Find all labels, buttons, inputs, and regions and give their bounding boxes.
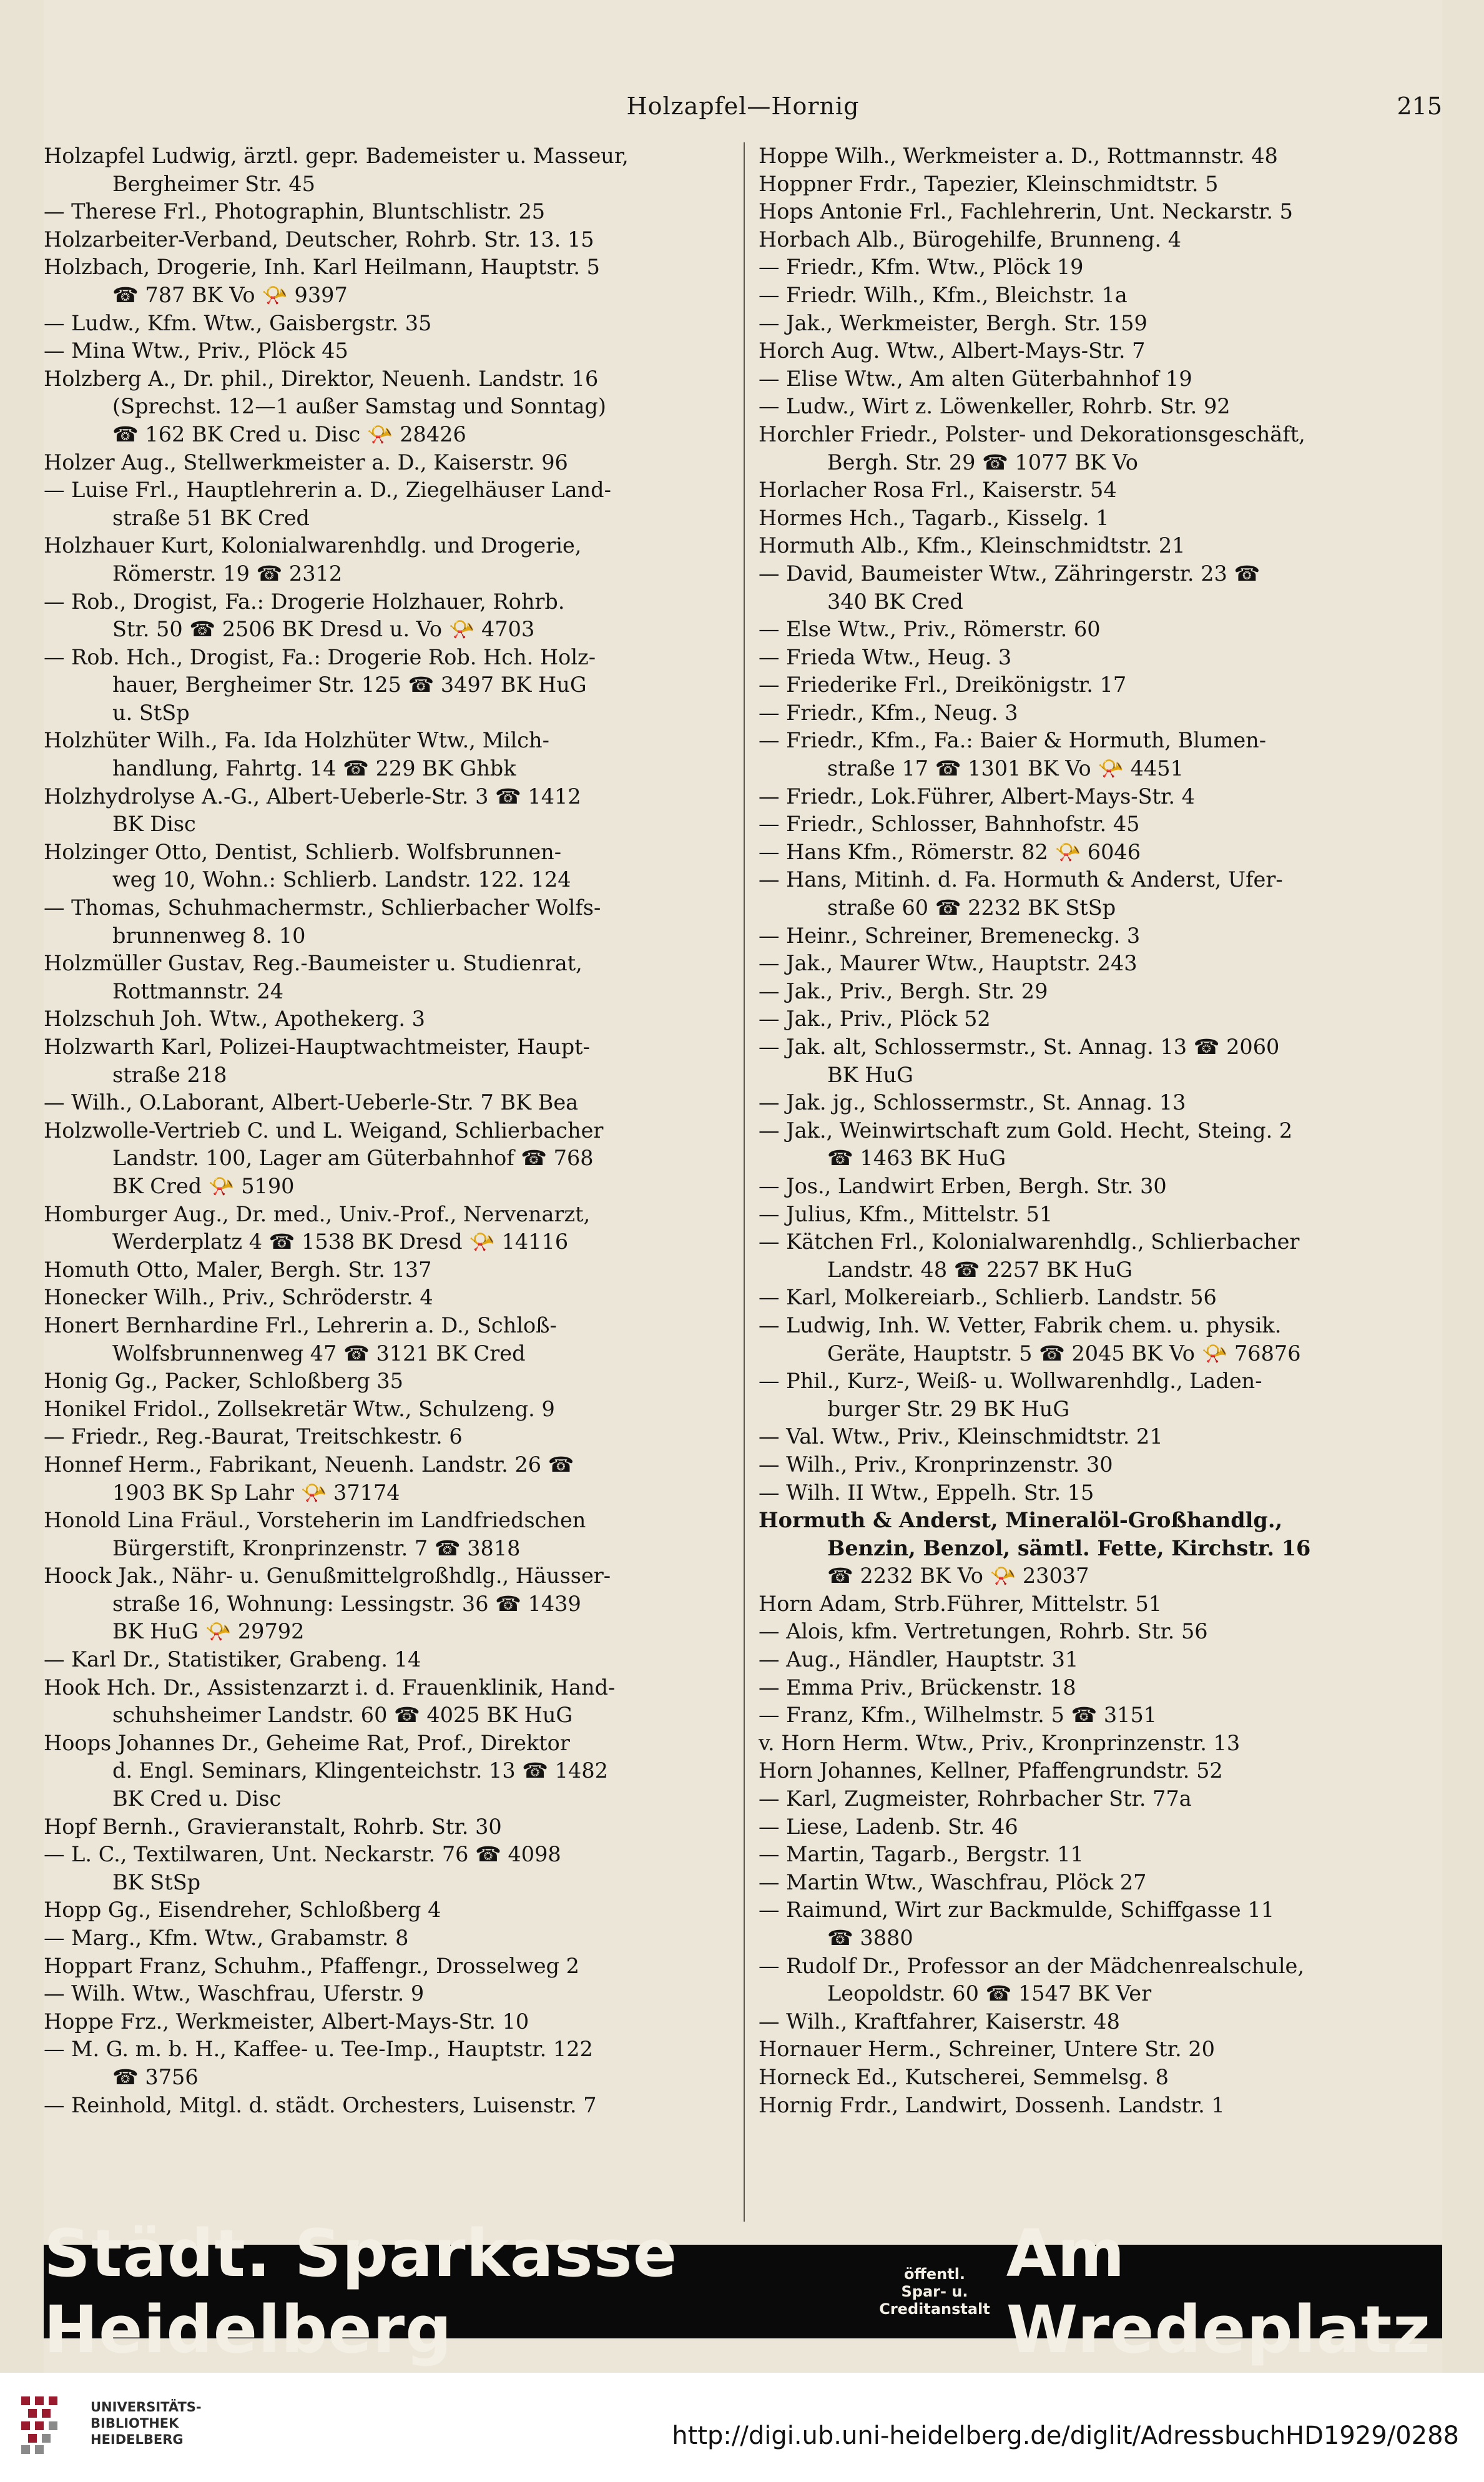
directory-entry-line: 1903 BK Sp Lahr 📯 37174 <box>112 1480 400 1505</box>
directory-entry-line: BK Cred 📯 5190 <box>112 1173 295 1198</box>
directory-entry-line: Honert Bernhardine Frl., Lehrerin a. D., Schloß- <box>44 1312 557 1337</box>
library-name-line-1: UNIVERSITÄTS- <box>91 2400 202 2415</box>
right-column <box>759 142 1442 2119</box>
directory-entry-line: — Jak., Priv., Bergh. Str. 29 <box>759 978 1048 1003</box>
directory-entry-line: Hoppe Frz., Werkmeister, Albert-Mays-Str. 10 <box>44 2009 529 2034</box>
directory-entry-line: — Rudolf Dr., Professor an der Mädchenrealschule, <box>759 1953 1305 1978</box>
directory-entry-line: — Friedr., Kfm., Neug. 3 <box>759 700 1018 725</box>
directory-entry-line: — Wilh., Kraftfahrer, Kaiserstr. 48 <box>759 2009 1120 2034</box>
directory-entry-line: Landstr. 100, Lager am Güterbahnhof ☎ 768 <box>112 1146 594 1171</box>
directory-entry-line: straße 60 ☎ 2232 BK StSp <box>827 895 1116 920</box>
directory-entry-line: Holzarbeiter-Verband, Deutscher, Rohrb. Str. 13. 15 <box>44 227 594 252</box>
directory-entry-line: Str. 50 ☎ 2506 BK Dresd u. Vo 📯 4703 <box>112 617 535 642</box>
directory-entry-line: Römerstr. 19 ☎ 2312 <box>112 561 343 586</box>
library-name-line-2: BIBLIOTHEK <box>91 2416 179 2431</box>
page-number: 215 <box>1397 92 1442 120</box>
directory-entry-line: BK HuG 📯 29792 <box>112 1619 305 1644</box>
directory-entry-line: — Martin, Tagarb., Bergstr. 11 <box>759 1842 1084 1867</box>
directory-entry-line: — Thomas, Schuhmachermstr., Schlierbacher Wolfs- <box>44 895 601 920</box>
directory-entry-line: ☎ 787 BK Vo 📯 9397 <box>112 282 348 307</box>
directory-entry-line: Rottmannstr. 24 <box>112 978 284 1003</box>
directory-entry-line: BK Disc <box>112 812 196 837</box>
directory-entry-line: Honig Gg., Packer, Schloßberg 35 <box>44 1369 403 1394</box>
university-library-logo-icon <box>16 2390 85 2459</box>
directory-entry-line: d. Engl. Seminars, Klingenteichstr. 13 ☎ 1482 <box>112 1758 608 1783</box>
directory-entry-line: — Ludwig, Inh. W. Vetter, Fabrik chem. u. physik. <box>759 1312 1282 1337</box>
running-title: Holzapfel—Hornig <box>626 92 860 120</box>
directory-entry-line: Holzhauer Kurt, Kolonialwarenhdlg. und Drogerie, <box>44 533 582 558</box>
directory-entry-line: — Karl, Zugmeister, Rohrbacher Str. 77a <box>759 1786 1192 1811</box>
directory-entry-line: schuhsheimer Landstr. 60 ☎ 4025 BK HuG <box>112 1703 573 1728</box>
directory-entry-line: — Friederike Frl., Dreikönigstr. 17 <box>759 672 1127 697</box>
directory-entry-line: Honold Lina Fräul., Vorsteherin im Landfriedschen <box>44 1508 586 1533</box>
digitization-footer <box>0 2373 1484 2482</box>
directory-entry-line: Hops Antonie Frl., Fachlehrerin, Unt. Neckarstr. 5 <box>759 199 1293 224</box>
directory-entry-line: Hornauer Herm., Schreiner, Untere Str. 20 <box>759 2037 1215 2062</box>
directory-entry-line: — Liese, Ladenb. Str. 46 <box>759 1814 1018 1839</box>
library-name <box>91 2399 202 2448</box>
directory-entry-line: BK Cred u. Disc <box>112 1786 282 1811</box>
directory-entry-line: — Rob., Drogist, Fa.: Drogerie Holzhauer, Rohrb. <box>44 589 565 614</box>
directory-entry-line: Landstr. 48 ☎ 2257 BK HuG <box>827 1257 1133 1282</box>
directory-entry-line: — Kätchen Frl., Kolonialwarenhdlg., Schlierbacher <box>759 1229 1300 1254</box>
directory-entry-line: hauer, Bergheimer Str. 125 ☎ 3497 BK HuG <box>112 672 587 697</box>
directory-entry-line: Horchler Friedr., Polster- und Dekorationsgeschäft, <box>759 421 1305 446</box>
scanned-page <box>44 0 1442 2482</box>
directory-entry-line: — Wilh., Priv., Kronprinzenstr. 30 <box>759 1452 1113 1477</box>
directory-entry-line: Hornig Frdr., Landwirt, Dossenh. Landstr. 1 <box>759 2092 1225 2117</box>
directory-entry-line: — Jak. alt, Schlossermstr., St. Annag. 13 ☎ 2060 <box>759 1035 1280 1059</box>
directory-entry-line: — Friedr., Kfm., Fa.: Baier & Hormuth, Blumen- <box>759 728 1267 753</box>
directory-entry-line: v. Horn Herm. Wtw., Priv., Kronprinzenstr. 13 <box>759 1730 1241 1755</box>
directory-entry-line: Bergh. Str. 29 ☎ 1077 BK Vo <box>827 450 1138 475</box>
directory-entry-line: — Jak., Werkmeister, Bergh. Str. 159 <box>759 310 1147 335</box>
directory-entry-line: — Aug., Händler, Hauptstr. 31 <box>759 1647 1079 1672</box>
directory-entry-line: — M. G. m. b. H., Kaffee- u. Tee-Imp., Hauptstr. 122 <box>44 2037 593 2062</box>
directory-entry-line: — Karl Dr., Statistiker, Grabeng. 14 <box>44 1647 421 1672</box>
directory-entry-line: — Else Wtw., Priv., Römerstr. 60 <box>759 617 1101 642</box>
directory-entry-line: — Reinhold, Mitgl. d. städt. Orchesters, Luisenstr. 7 <box>44 2092 597 2117</box>
directory-entry-line: Holzwolle-Vertrieb C. und L. Weigand, Schlierbacher <box>44 1118 604 1143</box>
directory-entry-line: Wolfsbrunnenweg 47 ☎ 3121 BK Cred <box>112 1341 526 1366</box>
directory-entry-line: Holzmüller Gustav, Reg.-Baumeister u. Studienrat, <box>44 951 582 976</box>
directory-entry-line: — Jak., Maurer Wtw., Hauptstr. 243 <box>759 951 1138 976</box>
directory-entry-line: Hoppner Frdr., Tapezier, Kleinschmidtstr. 5 <box>759 171 1219 196</box>
directory-entry-line: BK StSp <box>112 1869 201 1894</box>
directory-entry-line: straße 51 BK Cred <box>112 505 310 530</box>
directory-entry-line: — Wilh. II Wtw., Eppelh. Str. 15 <box>759 1480 1094 1505</box>
directory-entry-line: Benzin, Benzol, sämtl. Fette, Kirchstr. 16 <box>827 1535 1311 1560</box>
directory-entry-line: — Jak., Weinwirtschaft zum Gold. Hecht, Steing. 2 <box>759 1118 1293 1143</box>
directory-entry-line: — Luise Frl., Hauptlehrerin a. D., Ziegelhäuser Land- <box>44 478 611 503</box>
directory-entry-line: handlung, Fahrtg. 14 ☎ 229 BK Ghbk <box>112 756 516 781</box>
directory-entry-line: Holzberg A., Dr. phil., Direktor, Neuenh. Landstr. 16 <box>44 366 599 391</box>
directory-entry-line: straße 17 ☎ 1301 BK Vo 📯 4451 <box>827 756 1184 781</box>
directory-entry-line: Bergheimer Str. 45 <box>112 171 315 196</box>
directory-entry-line: Holzapfel Ludwig, ärztl. gepr. Bademeister u. Masseur, <box>44 144 629 168</box>
directory-entry-line: — L. C., Textilwaren, Unt. Neckarstr. 76 ☎ 4098 <box>44 1842 561 1867</box>
directory-entry-line: — Karl, Molkereiarb., Schlierb. Landstr. 56 <box>759 1285 1217 1310</box>
directory-entry-line: — Heinr., Schreiner, Bremeneckg. 3 <box>759 923 1141 948</box>
directory-entry-line: — David, Baumeister Wtw., Zähringerstr. 23 ☎ <box>759 561 1260 586</box>
directory-entry-line: Horn Adam, Strb.Führer, Mittelstr. 51 <box>759 1591 1162 1616</box>
directory-entry-line: Homuth Otto, Maler, Bergh. Str. 137 <box>44 1257 432 1282</box>
directory-entry-line: Homburger Aug., Dr. med., Univ.-Prof., Nervenarzt, <box>44 1201 591 1226</box>
library-name-line-3: HEIDELBERG <box>91 2432 184 2447</box>
directory-entry-line: Horbach Alb., Bürogehilfe, Brunneng. 4 <box>759 227 1182 252</box>
directory-entry-line: — Mina Wtw., Priv., Plöck 45 <box>44 338 348 363</box>
directory-entry-line: Holzwarth Karl, Polizei-Hauptwachtmeister, Haupt- <box>44 1035 590 1059</box>
banner-middle-line-1: öffentl. Spar- u. <box>901 2265 968 2300</box>
directory-entry-line: Hoppe Wilh., Werkmeister a. D., Rottmannstr. 48 <box>759 144 1278 168</box>
directory-entry-line: — Therese Frl., Photographin, Bluntschlistr. 25 <box>44 199 546 224</box>
directory-entry-line: — Hans, Mitinh. d. Fa. Hormuth & Anderst, Ufer- <box>759 867 1283 892</box>
directory-entry-line: Hoppart Franz, Schuhm., Pfaffengr., Drosselweg 2 <box>44 1953 579 1978</box>
directory-entry-line: ☎ 1463 BK HuG <box>827 1146 1006 1171</box>
directory-entry-line: ☎ 2232 BK Vo 📯 23037 <box>827 1564 1089 1588</box>
directory-entry-line: Hopp Gg., Eisendreher, Schloßberg 4 <box>44 1898 441 1923</box>
directory-entry-line: burger Str. 29 BK HuG <box>827 1396 1070 1421</box>
directory-entry-line: — Wilh. Wtw., Waschfrau, Uferstr. 9 <box>44 1981 425 2006</box>
directory-entry-line: Honnef Herm., Fabrikant, Neuenh. Landstr. 26 ☎ <box>44 1452 574 1477</box>
directory-entry-line: — Wilh., O.Laborant, Albert-Ueberle-Str. 7 BK Bea <box>44 1090 579 1115</box>
directory-entry-line: Geräte, Hauptstr. 5 ☎ 2045 BK Vo 📯 76876 <box>827 1341 1301 1366</box>
directory-entry-line: Hormes Hch., Tagarb., Kisselg. 1 <box>759 505 1109 530</box>
directory-entry-line: — Phil., Kurz-, Weiß- u. Wollwarenhdlg., Laden- <box>759 1369 1262 1394</box>
directory-entry-line: — Martin Wtw., Waschfrau, Plöck 27 <box>759 1869 1147 1894</box>
directory-entry-line: Hopf Bernh., Gravieranstalt, Rohrb. Str. 30 <box>44 1814 502 1839</box>
directory-entry-line: — Jak. jg., Schlossermstr., St. Annag. 13 <box>759 1090 1186 1115</box>
directory-entry-line: — Jak., Priv., Plöck 52 <box>759 1007 991 1032</box>
directory-entry-line: BK HuG <box>827 1062 913 1087</box>
banner-right-text: Am Wredeplatz <box>1006 2215 1431 2368</box>
directory-entry-line: Holzhydrolyse A.-G., Albert-Ueberle-Str. 3 ☎ 1412 <box>44 784 581 809</box>
directory-entry-line: — Hans Kfm., Römerstr. 82 📯 6046 <box>759 839 1141 864</box>
directory-entry-line: u. StSp <box>112 700 190 725</box>
directory-entry-line: Hormuth & Anderst, Mineralöl-Großhandlg., <box>759 1508 1283 1533</box>
directory-entry-line: Horneck Ed., Kutscherei, Semmelsg. 8 <box>759 2064 1169 2089</box>
directory-entry-line: Horn Johannes, Kellner, Pfaffengrundstr. 52 <box>759 1758 1223 1783</box>
directory-entry-line: — Raimund, Wirt zur Backmulde, Schiffgasse 11 <box>759 1898 1275 1923</box>
directory-entry-line: Holzbach, Drogerie, Inh. Karl Heilmann, Hauptstr. 5 <box>44 255 600 280</box>
directory-entry-line: Bürgerstift, Kronprinzenstr. 7 ☎ 3818 <box>112 1535 521 1560</box>
directory-entry-line: — Jos., Landwirt Erben, Bergh. Str. 30 <box>759 1173 1167 1198</box>
directory-entry-line: Holzschuh Joh. Wtw., Apothekerg. 3 <box>44 1007 425 1032</box>
directory-entry-line: weg 10, Wohn.: Schlierb. Landstr. 122. 124 <box>112 867 571 892</box>
banner-left-text: Städt. Sparkasse Heidelberg <box>44 2215 678 2368</box>
directory-entry-line: ☎ 3880 <box>827 1926 913 1950</box>
directory-entry-line: Hormuth Alb., Kfm., Kleinschmidtstr. 21 <box>759 533 1186 558</box>
directory-entry-line: — Elise Wtw., Am alten Güterbahnhof 19 <box>759 366 1192 391</box>
directory-entry-line: — Friedr., Kfm. Wtw., Plöck 19 <box>759 255 1084 280</box>
directory-entry-line: Leopoldstr. 60 ☎ 1547 BK Ver <box>827 1981 1152 2006</box>
directory-entry-line: Honikel Fridol., Zollsekretär Wtw., Schulzeng. 9 <box>44 1396 555 1421</box>
directory-entry-line: Werderplatz 4 ☎ 1538 BK Dresd 📯 14116 <box>112 1229 569 1254</box>
directory-entry-line: — Emma Priv., Brückenstr. 18 <box>759 1675 1076 1700</box>
directory-entry-line: — Franz, Kfm., Wilhelmstr. 5 ☎ 3151 <box>759 1703 1157 1728</box>
banner-middle-text <box>879 2265 990 2318</box>
directory-entry-line: Honecker Wilh., Priv., Schröderstr. 4 <box>44 1285 433 1310</box>
directory-entry-line: Holzhüter Wilh., Fa. Ida Holzhüter Wtw., Milch- <box>44 728 549 753</box>
directory-entry-line: ☎ 3756 <box>112 2064 199 2089</box>
directory-entry-line: — Julius, Kfm., Mittelstr. 51 <box>759 1201 1053 1226</box>
directory-entry-line: — Val. Wtw., Priv., Kleinschmidtstr. 21 <box>759 1424 1163 1449</box>
directory-entry-line: Holzinger Otto, Dentist, Schlierb. Wolfsbrunnen- <box>44 839 562 864</box>
directory-entry-line: — Alois, kfm. Vertretungen, Rohrb. Str. 56 <box>759 1619 1208 1644</box>
directory-entry-line: Hook Hch. Dr., Assistenzarzt i. d. Frauenklinik, Hand- <box>44 1675 616 1700</box>
directory-entry-line: Hoops Johannes Dr., Geheime Rat, Prof., Direktor <box>44 1730 570 1755</box>
directory-entry-line: — Friedr., Schlosser, Bahnhofstr. 45 <box>759 812 1140 837</box>
directory-entry-line: ☎ 162 BK Cred u. Disc 📯 28426 <box>112 421 466 446</box>
directory-entry-line: — Ludw., Wirt z. Löwenkeller, Rohrb. Str. 92 <box>759 394 1231 419</box>
left-column <box>44 142 727 2119</box>
directory-entry-line: — Marg., Kfm. Wtw., Grabamstr. 8 <box>44 1926 409 1950</box>
directory-entry-line: — Ludw., Kfm. Wtw., Gaisbergstr. 35 <box>44 310 432 335</box>
column-divider <box>744 142 745 2222</box>
directory-entry-line: straße 218 <box>112 1062 227 1087</box>
directory-entry-line: 340 BK Cred <box>827 589 963 614</box>
directory-entry-line: — Friedr., Reg.-Baurat, Treitschkestr. 6 <box>44 1424 463 1449</box>
directory-entry-line: (Sprechst. 12—1 außer Samstag und Sonntag) <box>112 394 606 419</box>
directory-entry-line: — Friedr., Lok.Führer, Albert-Mays-Str. 4 <box>759 784 1195 809</box>
directory-entry-line: Hoock Jak., Nähr- u. Genußmittelgroßhdlg., Häusser- <box>44 1564 611 1588</box>
source-url-link[interactable]: http://digi.ub.uni-heidelberg.de/diglit/AdressbuchHD1929/0288 <box>672 2421 1459 2450</box>
directory-entry-line: Horch Aug. Wtw., Albert-Mays-Str. 7 <box>759 338 1146 363</box>
directory-entry-line: — Friedr. Wilh., Kfm., Bleichstr. 1a <box>759 282 1128 307</box>
directory-entry-line: Horlacher Rosa Frl., Kaiserstr. 54 <box>759 478 1117 503</box>
sparkasse-advertisement-banner <box>44 2215 1442 2368</box>
directory-entry-line: Holzer Aug., Stellwerkmeister a. D., Kaiserstr. 96 <box>44 450 568 475</box>
directory-entry-line: — Rob. Hch., Drogist, Fa.: Drogerie Rob. Hch. Holz- <box>44 644 596 669</box>
directory-entry-line: straße 16, Wohnung: Lessingstr. 36 ☎ 1439 <box>112 1591 581 1616</box>
directory-entry-line: — Frieda Wtw., Heug. 3 <box>759 644 1012 669</box>
directory-entry-line: brunnenweg 8. 10 <box>112 923 306 948</box>
page-header <box>44 92 1442 130</box>
banner-middle-line-2: Creditanstalt <box>879 2300 990 2318</box>
